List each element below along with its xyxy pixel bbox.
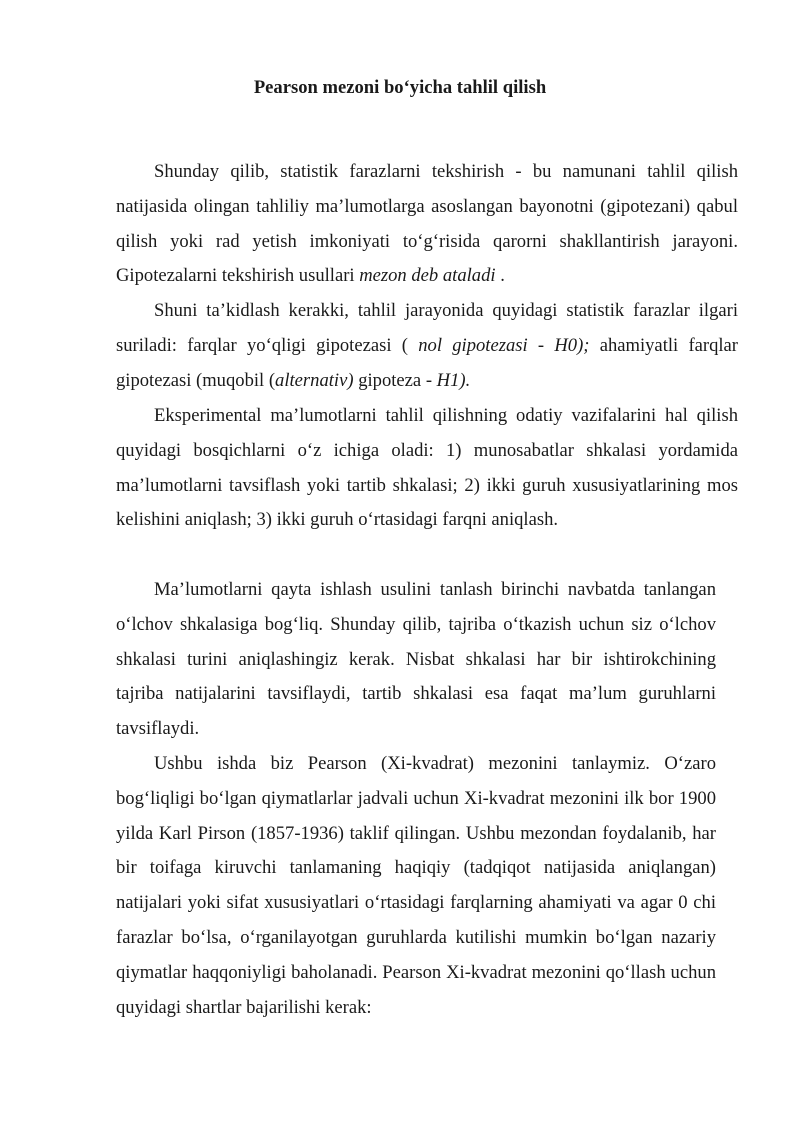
paragraph-2-text-e: gipoteza -	[353, 369, 437, 391]
paragraph-2	[116, 294, 738, 398]
paragraph-2-text-c: ahamiyatli farqlar gipotezasi (muqobil (	[116, 334, 738, 391]
paragraph-2-italic-f: H1).	[436, 369, 471, 391]
paragraph-1-end: .	[495, 265, 505, 287]
paragraph-2-italic-b: nol gipotezasi - H0);	[418, 334, 590, 356]
paragraph-1-italic: mezon deb ataladi	[359, 265, 496, 287]
paragraph-5: Ushbu ishda biz Pearson (Xi-kvadrat) mezonini tanlaymiz. O‘zaro bog‘liqligi bo‘lgan qiymatlarlar jadvali uchun Xi-kvadrat mezonini ilk bor 1900 yilda Karl Pirson (1857-1936) taklif qilingan. Ushbu mezondan foydalanib, har bir toifaga kiruvchi tanlamaning haqiqiy (tadqiqot natijasida aniqlangan) natijalari yoki sifat xususiyatlari o‘rtasidagi farqlarning ahamiyati va agar 0 chi farazlar bo‘lsa, o‘rganilayotgan guruhlarda kutilishi mumkin bo‘lgan nazariy qiymatlar haqqoniyligi baholanadi. Pearson Xi-kvadrat mezonini qo‘llash uchun quyidagi shartlar bajarilishi kerak:	[116, 753, 716, 1018]
paragraph-1	[116, 155, 738, 294]
paragraph-3: Eksperimental ma’lumotlarni tahlil qilishning odatiy vazifalarini hal qilish quyidagi bosqichlarni o‘z ichiga oladi: 1) munosabatlar shkalasi yordamida ma’lumotlarni tavsiflash yoki tartib shkalasi; 2) ikki guruh xususiyatlarining mos kelishini aniqlash; 3) ikki guruh o‘rtasidagi farqni aniqlash.	[116, 405, 738, 531]
paragraph-1-text: Shunday qilib, statistik farazlarni tekshirish - bu namunani tahlil qilish natijasida olingan tahliliy ma’lumotlarga asoslangan bayonotni (gipotezani) qabul qilish yoki rad yetish imkoniyati to‘g‘risida qarorni shakllantirish jarayoni. Gipotezalarni tekshirish usullari	[116, 161, 738, 287]
paragraph-4: Ma’lumotlarni qayta ishlash usulini tanlash birinchi navbatda tanlangan o‘lchov shkalasiga bog‘liq. Shunday qilib, tajriba o‘tkazish uchun siz o‘lchov shkalasi turini aniqlashingiz kerak. Nisbat shkalasi har bir ishtirokchining tajriba natijalarini tavsiflaydi, tartib shkalasi esa faqat ma’lum guruhlarni tavsiflaydi.	[116, 579, 716, 740]
page-title: Pearson mezoni bo‘yicha tahlil qilish	[253, 77, 547, 98]
paragraph-2-text-a: Shuni ta’kidlash kerakki, tahlil jarayonida quyidagi statistik farazlar ilgari suriladi: farqlar yo‘qligi gipotezasi (	[116, 300, 738, 356]
paragraph-2-italic-d: alternativ)	[275, 369, 354, 391]
